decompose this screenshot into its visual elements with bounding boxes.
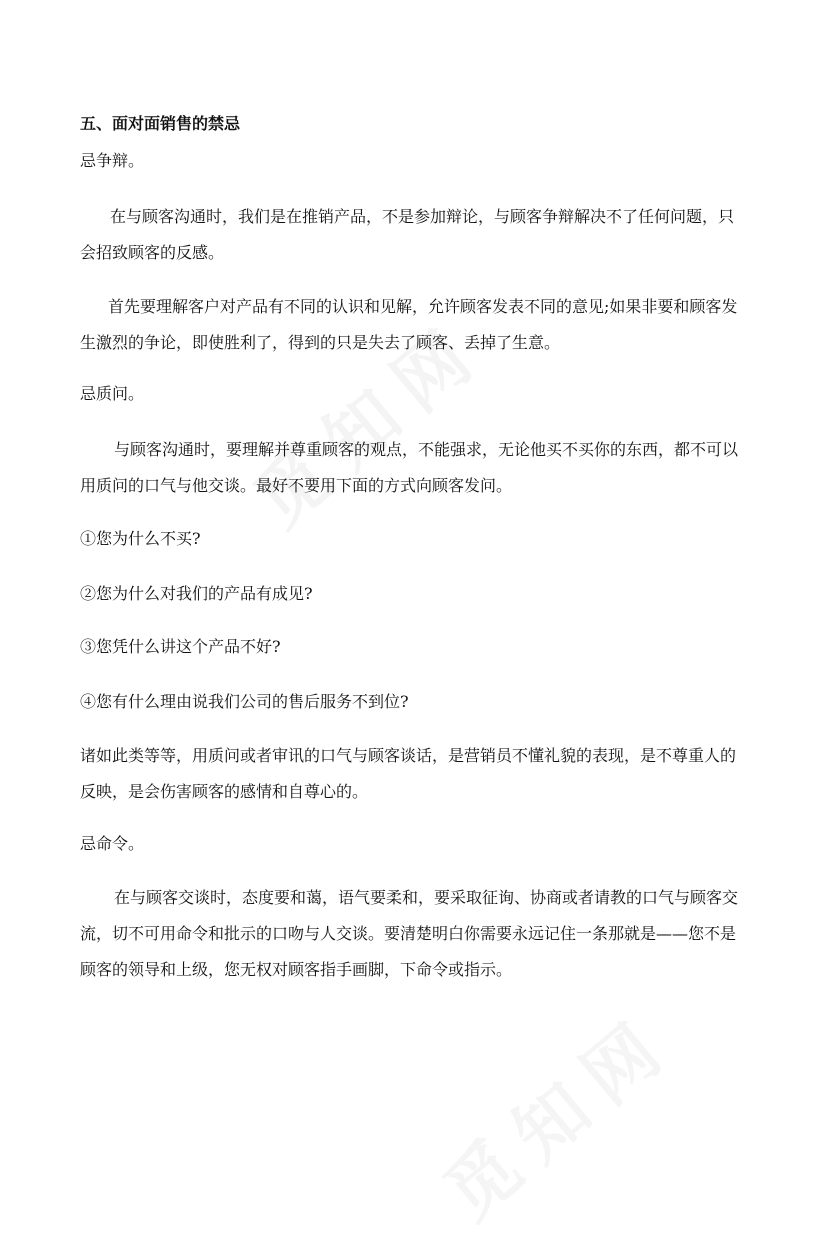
question-item-3: ③您凭什么讲这个产品不好?: [80, 637, 281, 656]
question-item-2: ②您为什么对我们的产品有成见?: [80, 584, 313, 603]
question-item-1: ①您为什么不买?: [80, 529, 201, 548]
section-title-question: 忌质问。: [80, 384, 145, 403]
section-title-command: 忌命令。: [80, 834, 145, 853]
paragraph-question-2: 诸如此类等等，用质问或者审讯的口气与顾客谈话，是营销员不懂礼貌的表现，是不尊重人的反映，是会伤害顾客的感情和自尊心的。: [80, 746, 737, 801]
paragraph-command-1: 在与顾客交谈时，态度要和蔼，语气要柔和，要采取征询、协商或者请教的口气与顾客交流，切不可用命令和批示的口吻与人交谈。要清楚明白你需要永远记住一条那就是——您不是顾客的领导和上级，您无权对顾客指手画脚，下命令或指示。: [80, 888, 739, 979]
paragraph-argue-1: 在与顾客沟通时，我们是在推销产品，不是参加辩论，与顾客争辩解决不了任何问题，只会招致顾客的反感。: [80, 207, 735, 262]
question-item-4: ④您有什么理由说我们公司的售后服务不到位?: [80, 692, 409, 711]
section-heading: 五、面对面销售的禁忌: [80, 114, 241, 133]
watermark-bottom: [418, 985, 692, 1238]
section-title-argue: 忌争辩。: [80, 151, 145, 170]
paragraph-argue-2: 首先要理解客户对产品有不同的认识和见解，允许顾客发表不同的意见;如果非要和顾客发生激烈的争论，即使胜利了，得到的只是失去了顾客、丢掉了生意。: [80, 297, 738, 352]
paragraph-question-1: 与顾客沟通时，要理解并尊重顾客的观点，不能强求，无论他买不买你的东西，都不可以用质问的口气与他交谈。最好不要用下面的方式向顾客发问。: [80, 440, 739, 495]
